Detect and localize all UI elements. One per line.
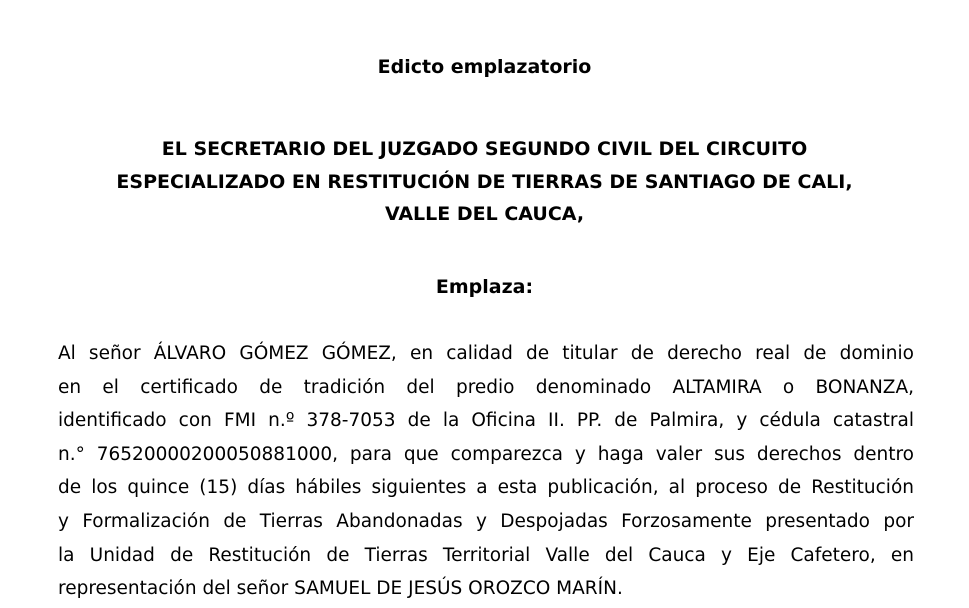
paragraph-line: la Unidad de Restitución de Tierras Territorial Valle del Cauca y Eje Cafetero, en [58,544,914,566]
section-heading: Emplaza: [435,276,534,298]
paragraph-line: y Formalización de Tierras Abandonadas y Despojadas Forzosamente presentado por [58,510,914,532]
paragraph-line: Al señor ÁLVARO GÓMEZ GÓMEZ, en calidad de titular de derecho real de dominio [58,343,914,364]
document-title: Edicto emplazatorio [377,56,592,78]
authority-line: VALLE DEL CAUCA, [384,203,585,225]
summons-paragraph [58,337,914,606]
issuing-authority [40,133,929,231]
paragraph-line: identificado con FMI n.º 378-7053 de la Oficina II. PP. de Palmira, y cédula catastral [58,410,914,432]
authority-line: ESPECIALIZADO EN RESTITUCIÓN DE TIERRAS DE SANTIAGO DE CALI, [116,170,853,193]
paragraph-line: en el certificado de tradición del predio denominado ALTAMIRA o BONANZA, [58,376,914,398]
paragraph-line: n.° 76520000200050881000, para que comparezca y haga valer sus derechos dentro [58,443,914,465]
authority-line: EL SECRETARIO DEL JUZGADO SEGUNDO CIVIL DEL CIRCUITO [161,138,808,160]
paragraph-line: representación del señor SAMUEL DE JESÚS OROZCO MARÍN. [58,578,623,600]
paragraph-line: de los quince (15) días hábiles siguientes a esta publicación, al proceso de Restitución [58,477,914,499]
